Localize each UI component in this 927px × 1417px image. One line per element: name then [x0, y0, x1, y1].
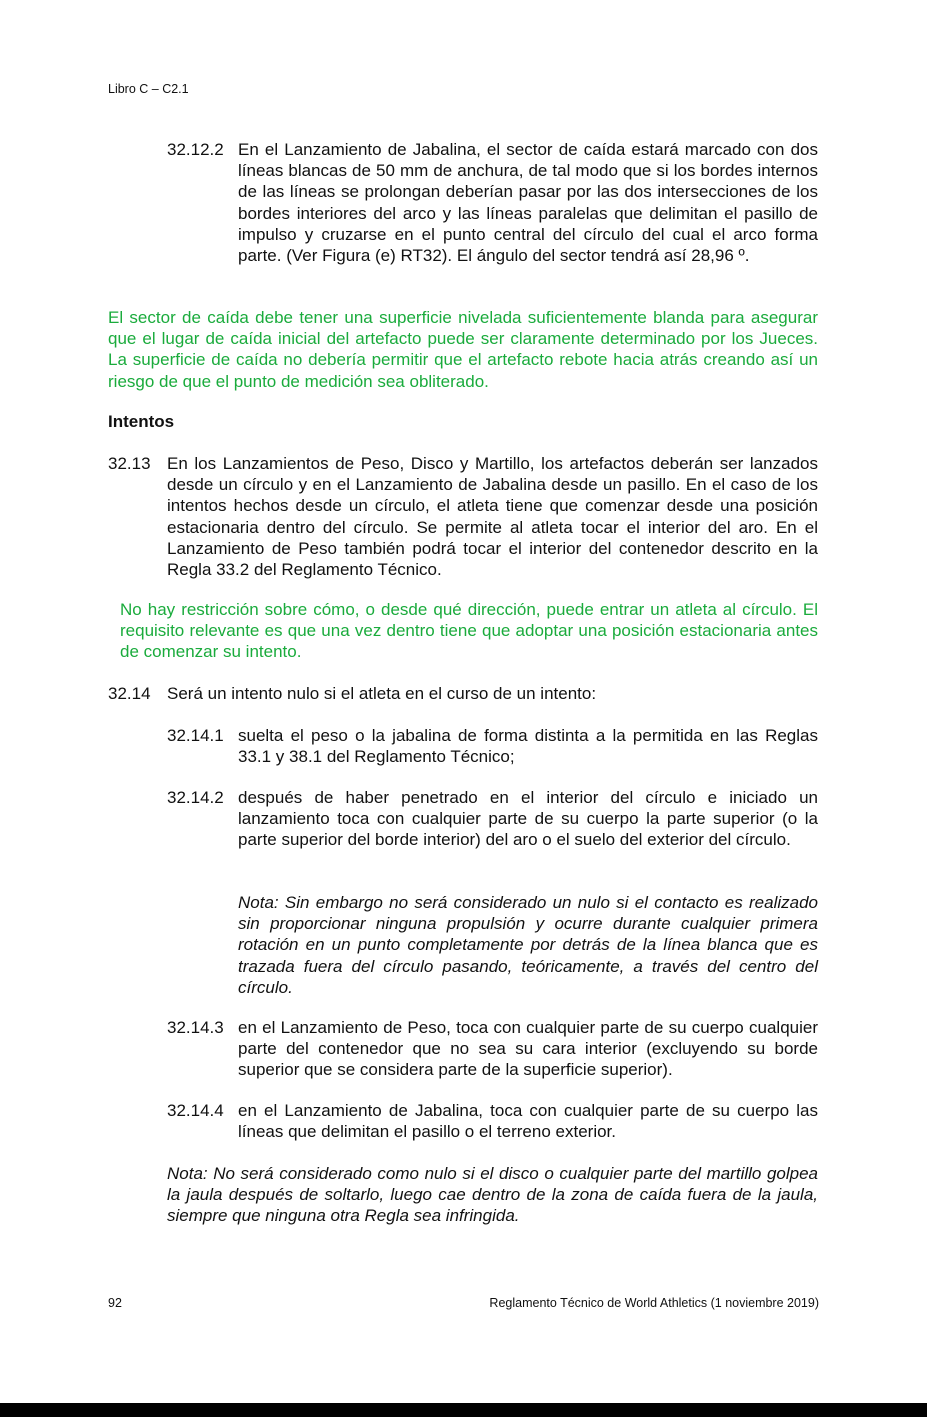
rule-number-32-14-3: 32.14.3 [167, 1018, 224, 1037]
rule-text-32-13: En los Lanzamientos de Peso, Disco y Martillo, los artefactos deberán ser lanzados desde un círculo y en el Lanzamiento de Jabalina desde un pasillo. En el caso de los intentos hechos desde un círculo, el atleta tiene que comenzar desde una posición estacionaria dentro del círculo. Se permite al atleta tocar el interior del aro. En el Lanzamiento de Peso también podrá tocar el interior del contenedor descrito en la Regla 33.2 del Reglamento Técnico. [167, 454, 818, 580]
rule-number-32-14-2: 32.14.2 [167, 788, 224, 807]
rule-number-32-14: 32.14 [108, 684, 151, 703]
rule-text-32-14-1: suelta el peso o la jabalina de forma distinta a la permitida en las Reglas 33.1 y 38.1 del Reglamento Técnico; [238, 726, 818, 767]
page-number: 92 [108, 1296, 122, 1310]
rule-text-32-14-4: en el Lanzamiento de Jabalina, toca con cualquier parte de su cuerpo las líneas que delimitan el pasillo o el terreno exterior. [238, 1101, 818, 1142]
rule-text-32-14: Será un intento nulo si el atleta en el curso de un intento: [167, 684, 597, 703]
final-note-hammer-disc: Nota: No será considerado como nulo si el disco o cualquier parte del martillo golpea la jaula después de soltarlo, luego cae dentro de la zona de caída fuera de la jaula, siempre que ninguna otra Regla sea infringida. [167, 1164, 818, 1226]
section-heading-intentos: Intentos [108, 412, 175, 431]
commentary-note-circle: No hay restricción sobre cómo, o desde qué dirección, puede entrar un atleta al círculo. El requisito relevante es que una vez dentro tiene que adoptar una posición estacionaria antes de comenzar su intento. [120, 600, 818, 662]
rule-text-32-14-3: en el Lanzamiento de Peso, toca con cualquier parte de su cuerpo cualquier parte del contenedor que no sea su cara interior (excluyendo su borde superior que se considera parte de la superficie superior). [238, 1018, 818, 1080]
rule-number-32-12-2: 32.12.2 [167, 140, 224, 159]
rule-text-32-14-2: después de haber penetrado en el interior del círculo e iniciado un lanzamiento toca con cualquier parte de su cuerpo la parte superior (o la parte superior del borde interior) del aro o el suelo del exterior del círculo. [238, 788, 818, 850]
screen-bottom-bar [0, 1403, 927, 1417]
running-header: Libro C – C2.1 [108, 82, 189, 96]
rule-number-32-14-1: 32.14.1 [167, 726, 224, 745]
commentary-note-sector: El sector de caída debe tener una superficie nivelada suficientemente blanda para asegurar que el lugar de caída inicial del artefacto puede ser claramente determinado por los Jueces. La superficie de caída no debería permitir que el artefacto rebote hacia atrás creando así un riesgo de que el punto de medición sea obliterado. [108, 308, 818, 391]
rule-number-32-13: 32.13 [108, 454, 151, 473]
footer-title: Reglamento Técnico de World Athletics (1 noviembre 2019) [489, 1296, 819, 1310]
rule-number-32-14-4: 32.14.4 [167, 1101, 224, 1120]
rule-note-32-14-2: Nota: Sin embargo no será considerado un nulo si el contacto es realizado sin proporcionar ninguna propulsión y ocurre durante cualquier primera rotación en un punto completamente por detrás de la línea blanca que es trazada fuera del círculo pasando, teóricamente, a través del centro del círculo. [238, 893, 818, 997]
rule-text-32-12-2: En el Lanzamiento de Jabalina, el sector de caída estará marcado con dos líneas blancas de 50 mm de anchura, de tal modo que si los bordes internos de las líneas se prolongan deberían pasar por las dos intersecciones de los bordes interiores del arco y las líneas paralelas que delimitan el pasillo de impulso y cruzarse en el punto central del círculo del cual el arco forma parte. (Ver Figura (e) RT32). El ángulo del sector tendrá así 28,96 º. [238, 140, 818, 266]
